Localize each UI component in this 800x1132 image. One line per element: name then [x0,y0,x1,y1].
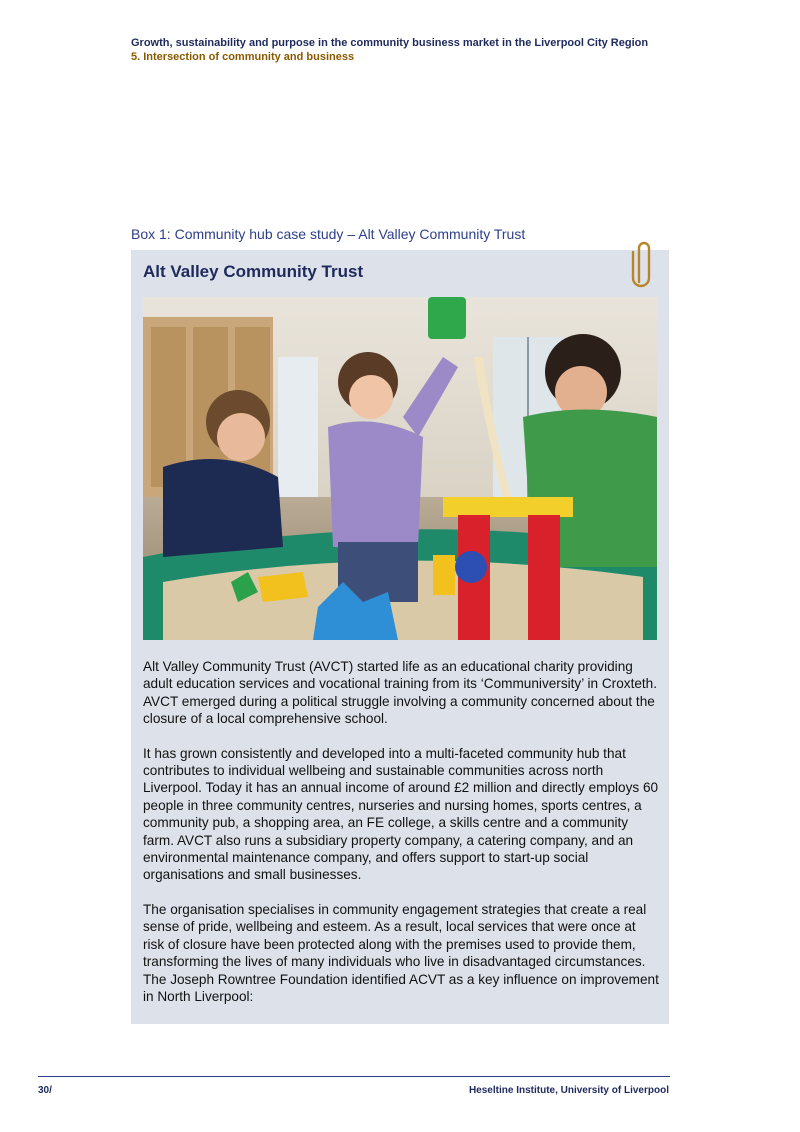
running-header [131,36,691,64]
body-paragraph-1: Alt Valley Community Trust (AVCT) started life as an educational charity providing adult education services and vocational training from its ‘Communiversity’ in Croxteth. AVCT emerged during a political struggle involving a community concerned about the closure of a local comprehensive school. [143,659,658,727]
case-study-box [131,250,669,1024]
body-paragraph-3: The organisation specialises in community engagement strategies that create a real sense of pride, wellbeing and esteem. As a result, local services that were once at risk of closure have been protected along with the premises used to provide them, transforming the lives of many individuals who live in disadvantaged circumstances. The Joseph Rowntree Foundation identified ACVT as a key influence on improvement in North Liverpool: [143,901,659,1004]
section-title: 5. Intersection of community and business [131,51,355,63]
body-paragraph-2: It has grown consistently and developed into a multi-faceted community hub that contributes to individual wellbeing and sustainable communities across north Liverpool. Today it has an annual income of around £2 million and directly employs 60 people in three community centres, nurseries and nursing homes, sports centres, a community pub, a shopping area, an FE college, a skills centre and a community farm. AVCT also runs a subsidiary property company, a catering company, and an environmental maintenance company, and offers support to start-up social organisations and small businesses. [143,745,659,883]
box-caption: Box 1: Community hub case study – Alt Valley Community Trust [131,226,526,242]
case-study-photo [143,297,657,640]
footer-organisation: Heseltine Institute, University of Liverpool [468,1085,669,1096]
box-title: Alt Valley Community Trust [143,262,364,281]
paperclip-icon [631,238,657,290]
footer-rule [38,1076,670,1077]
page-number: 30/ [38,1085,52,1096]
document-title: Growth, sustainability and purpose in the community business market in the Liverpool City Region [131,37,649,49]
box-body [143,658,659,1022]
